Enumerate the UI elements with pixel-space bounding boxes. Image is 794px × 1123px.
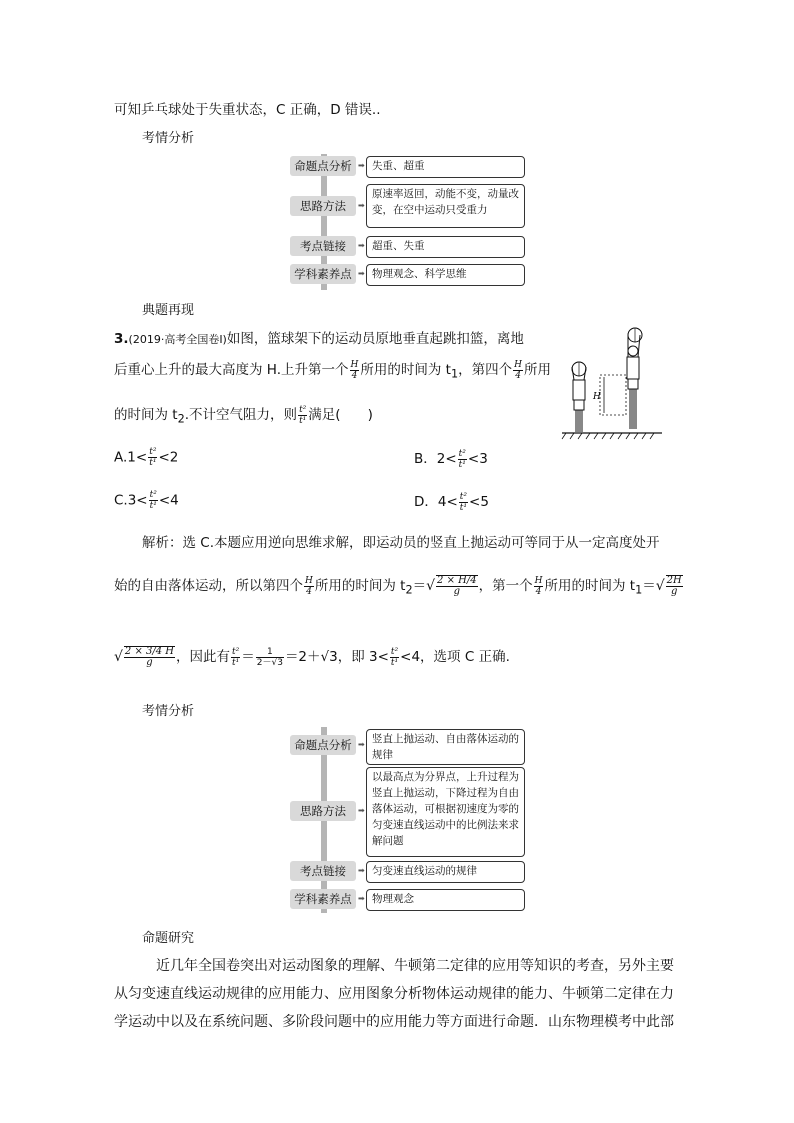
problem-text: 满足( ) xyxy=(308,407,373,423)
arrow-icon: ➡ xyxy=(358,269,365,278)
problem-source: (2019·高考全国卷Ⅰ) xyxy=(128,333,227,346)
solution-line-1: 解析：选 C.本题应用逆向思维求解，即运动员的竖直上抛运动可等同于从一定高度处开 xyxy=(142,535,660,551)
row-value: 原速率返回，动能不变，动量改变，在空中运动只受重力 xyxy=(366,184,525,228)
sqrt-fraction-2: $\frac{2H}{g}$ xyxy=(666,575,682,597)
research-heading: 命题研究 xyxy=(142,931,195,946)
section-heading-analysis-2: 考情分析 xyxy=(142,704,195,719)
solution-line-3: √ $\frac{2 \times 3/4 H}{g}$ ，因此有 $\frac{\text{t²}}{\text{t¹}}$ ＝ $\frac{1}{2-√3}$ ＝2＋√3，即 3< $\frac{\text{t²}}{\text{t¹}}$ <4，选项 C 正确. xyxy=(114,646,510,668)
fraction-one-over: $\frac{1}{2-√3}$ xyxy=(256,646,283,668)
option-b[interactable]: B．2< $\frac{\text{t²}}{\text{t¹}}$ <3 xyxy=(414,448,488,470)
problem-text: 所用的时间为 t xyxy=(360,362,451,378)
problem-text: 所用 xyxy=(523,362,551,378)
problem-number: 3. xyxy=(114,331,129,347)
row-label: 考点链接 xyxy=(290,236,356,256)
fraction-h-4: $\frac{H}{4}$ xyxy=(514,359,522,381)
row-label: 考点链接 xyxy=(290,861,356,881)
arrow-icon: ➡ xyxy=(358,201,365,210)
problem-text: ，第四个 xyxy=(458,362,513,378)
research-para-3: 学运动中以及在系统问题、多阶段问题中的应用能力等方面进行命题．山东物理模考中此部 xyxy=(114,1014,674,1030)
example-heading: 典题再现 xyxy=(142,303,195,318)
basketball-figure xyxy=(560,325,665,440)
row-label: 命题点分析 xyxy=(290,735,356,755)
option-a[interactable]: A.1< $\frac{\text{t²}}{\text{t¹}}$ <2 xyxy=(114,447,179,468)
arrow-icon: ➡ xyxy=(358,161,365,170)
figure-h-label: H xyxy=(593,392,601,402)
arrow-icon: ➡ xyxy=(358,241,365,250)
row-value: 以最高点为分界点，上升过程为竖直上抛运动，下降过程为自由落体运动，可根据初速度为零的匀变速直线运动中的比例法来求解问题 xyxy=(366,767,525,857)
problem-text: 如图，篮球架下的运动员原地垂直起跳扣篮，离地 xyxy=(226,331,524,347)
problem-line-1 xyxy=(114,327,524,347)
research-para-2: 从匀变速直线运动规律的应用能力、应用图象分析物体运动规律的能力、牛顿第二定律在力 xyxy=(114,986,674,1002)
option-d[interactable]: D．4< $\frac{\text{t²}}{\text{t¹}}$ <5 xyxy=(414,491,489,513)
analysis-box-1 xyxy=(290,154,530,290)
row-value: 物理观念 xyxy=(366,889,525,911)
fraction-t2-t1: $\frac{\text{t²}}{\text{t¹}}$ xyxy=(299,404,307,426)
subscript: 1 xyxy=(450,367,459,381)
row-label: 学科素养点 xyxy=(290,889,356,909)
problem-line-2 xyxy=(114,358,551,381)
fraction-h-4: $\frac{H}{4}$ xyxy=(350,359,359,381)
problem-text: .不计空气阻力，则 xyxy=(184,407,298,423)
arrow-icon: ➡ xyxy=(358,866,365,875)
research-para-1: 近几年全国卷突出对运动图象的理解、牛顿第二定律的应用等知识的考查，另外主要 xyxy=(156,958,674,974)
sqrt-fraction-1: $\frac{2 \times H/4}{g}$ xyxy=(437,575,477,597)
problem-text: 后重心上升的最大高度为 H.上升第一个 xyxy=(114,362,349,378)
solution-line-2: 始的自由落体运动，所以第四个 $\frac{H}{4}$ 所用的时间为 $t_2=√$ $\frac{2 \times H/4}{g}$ ，第一个 $\frac{H}{4}$ 所用的时间为 $t_1=√$ $\frac{2H}{g}$ xyxy=(114,575,682,597)
row-value: 失重、超重 xyxy=(366,156,525,178)
sqrt-fraction-3: $\frac{2 \times 3/4 H}{g}$ xyxy=(124,646,175,668)
row-label: 思路方法 xyxy=(290,801,356,821)
subscript: 2 xyxy=(177,412,185,426)
analysis-box-2 xyxy=(290,727,530,913)
arrow-icon: ➡ xyxy=(358,806,365,815)
problem-text: 的时间为 t xyxy=(114,407,178,423)
row-value: 匀变速直线运动的规律 xyxy=(366,861,525,883)
intro-line: 可知乒乓球处于失重状态，C 正确，D 错误.. xyxy=(114,102,381,118)
row-value: 竖直上抛运动、自由落体运动的规律 xyxy=(366,729,525,765)
arrow-icon: ➡ xyxy=(358,894,365,903)
row-value: 超重、失重 xyxy=(366,236,525,258)
section-heading-analysis-1: 考情分析 xyxy=(142,131,195,146)
option-c[interactable]: C.3< $\frac{\text{t²}}{\text{t¹}}$ <4 xyxy=(114,490,179,511)
row-label: 命题点分析 xyxy=(290,156,356,176)
problem-line-3 xyxy=(114,403,373,426)
row-label: 思路方法 xyxy=(290,196,356,216)
arrow-icon: ➡ xyxy=(358,740,365,749)
row-label: 学科素养点 xyxy=(290,264,356,284)
row-value: 物理观念、科学思维 xyxy=(366,264,525,286)
